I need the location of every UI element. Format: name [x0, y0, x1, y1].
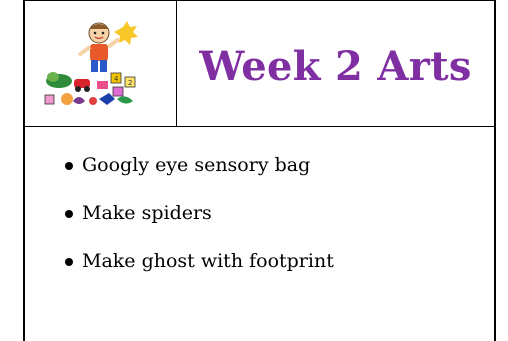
card-header — [25, 0, 494, 127]
svg-text:4: 4 — [114, 75, 119, 83]
bullet-icon — [65, 258, 73, 266]
list-item-label: Googly eye sensory bag — [82, 154, 311, 176]
list-item-label: Make spiders — [82, 202, 212, 224]
list-item — [65, 200, 334, 248]
logo-cell — [25, 1, 177, 126]
bullet-icon — [65, 210, 73, 218]
svg-text:2: 2 — [128, 79, 133, 87]
list-item-label: Make ghost with footprint — [82, 250, 334, 272]
card-body — [25, 127, 494, 341]
list-item — [65, 152, 334, 200]
list-item — [65, 248, 334, 296]
bullet-icon — [65, 162, 73, 170]
page-title: Week 2 Arts — [199, 43, 472, 90]
activity-list — [65, 152, 334, 296]
kids-art-clipart-icon — [39, 15, 155, 111]
arts-card — [23, 0, 496, 341]
